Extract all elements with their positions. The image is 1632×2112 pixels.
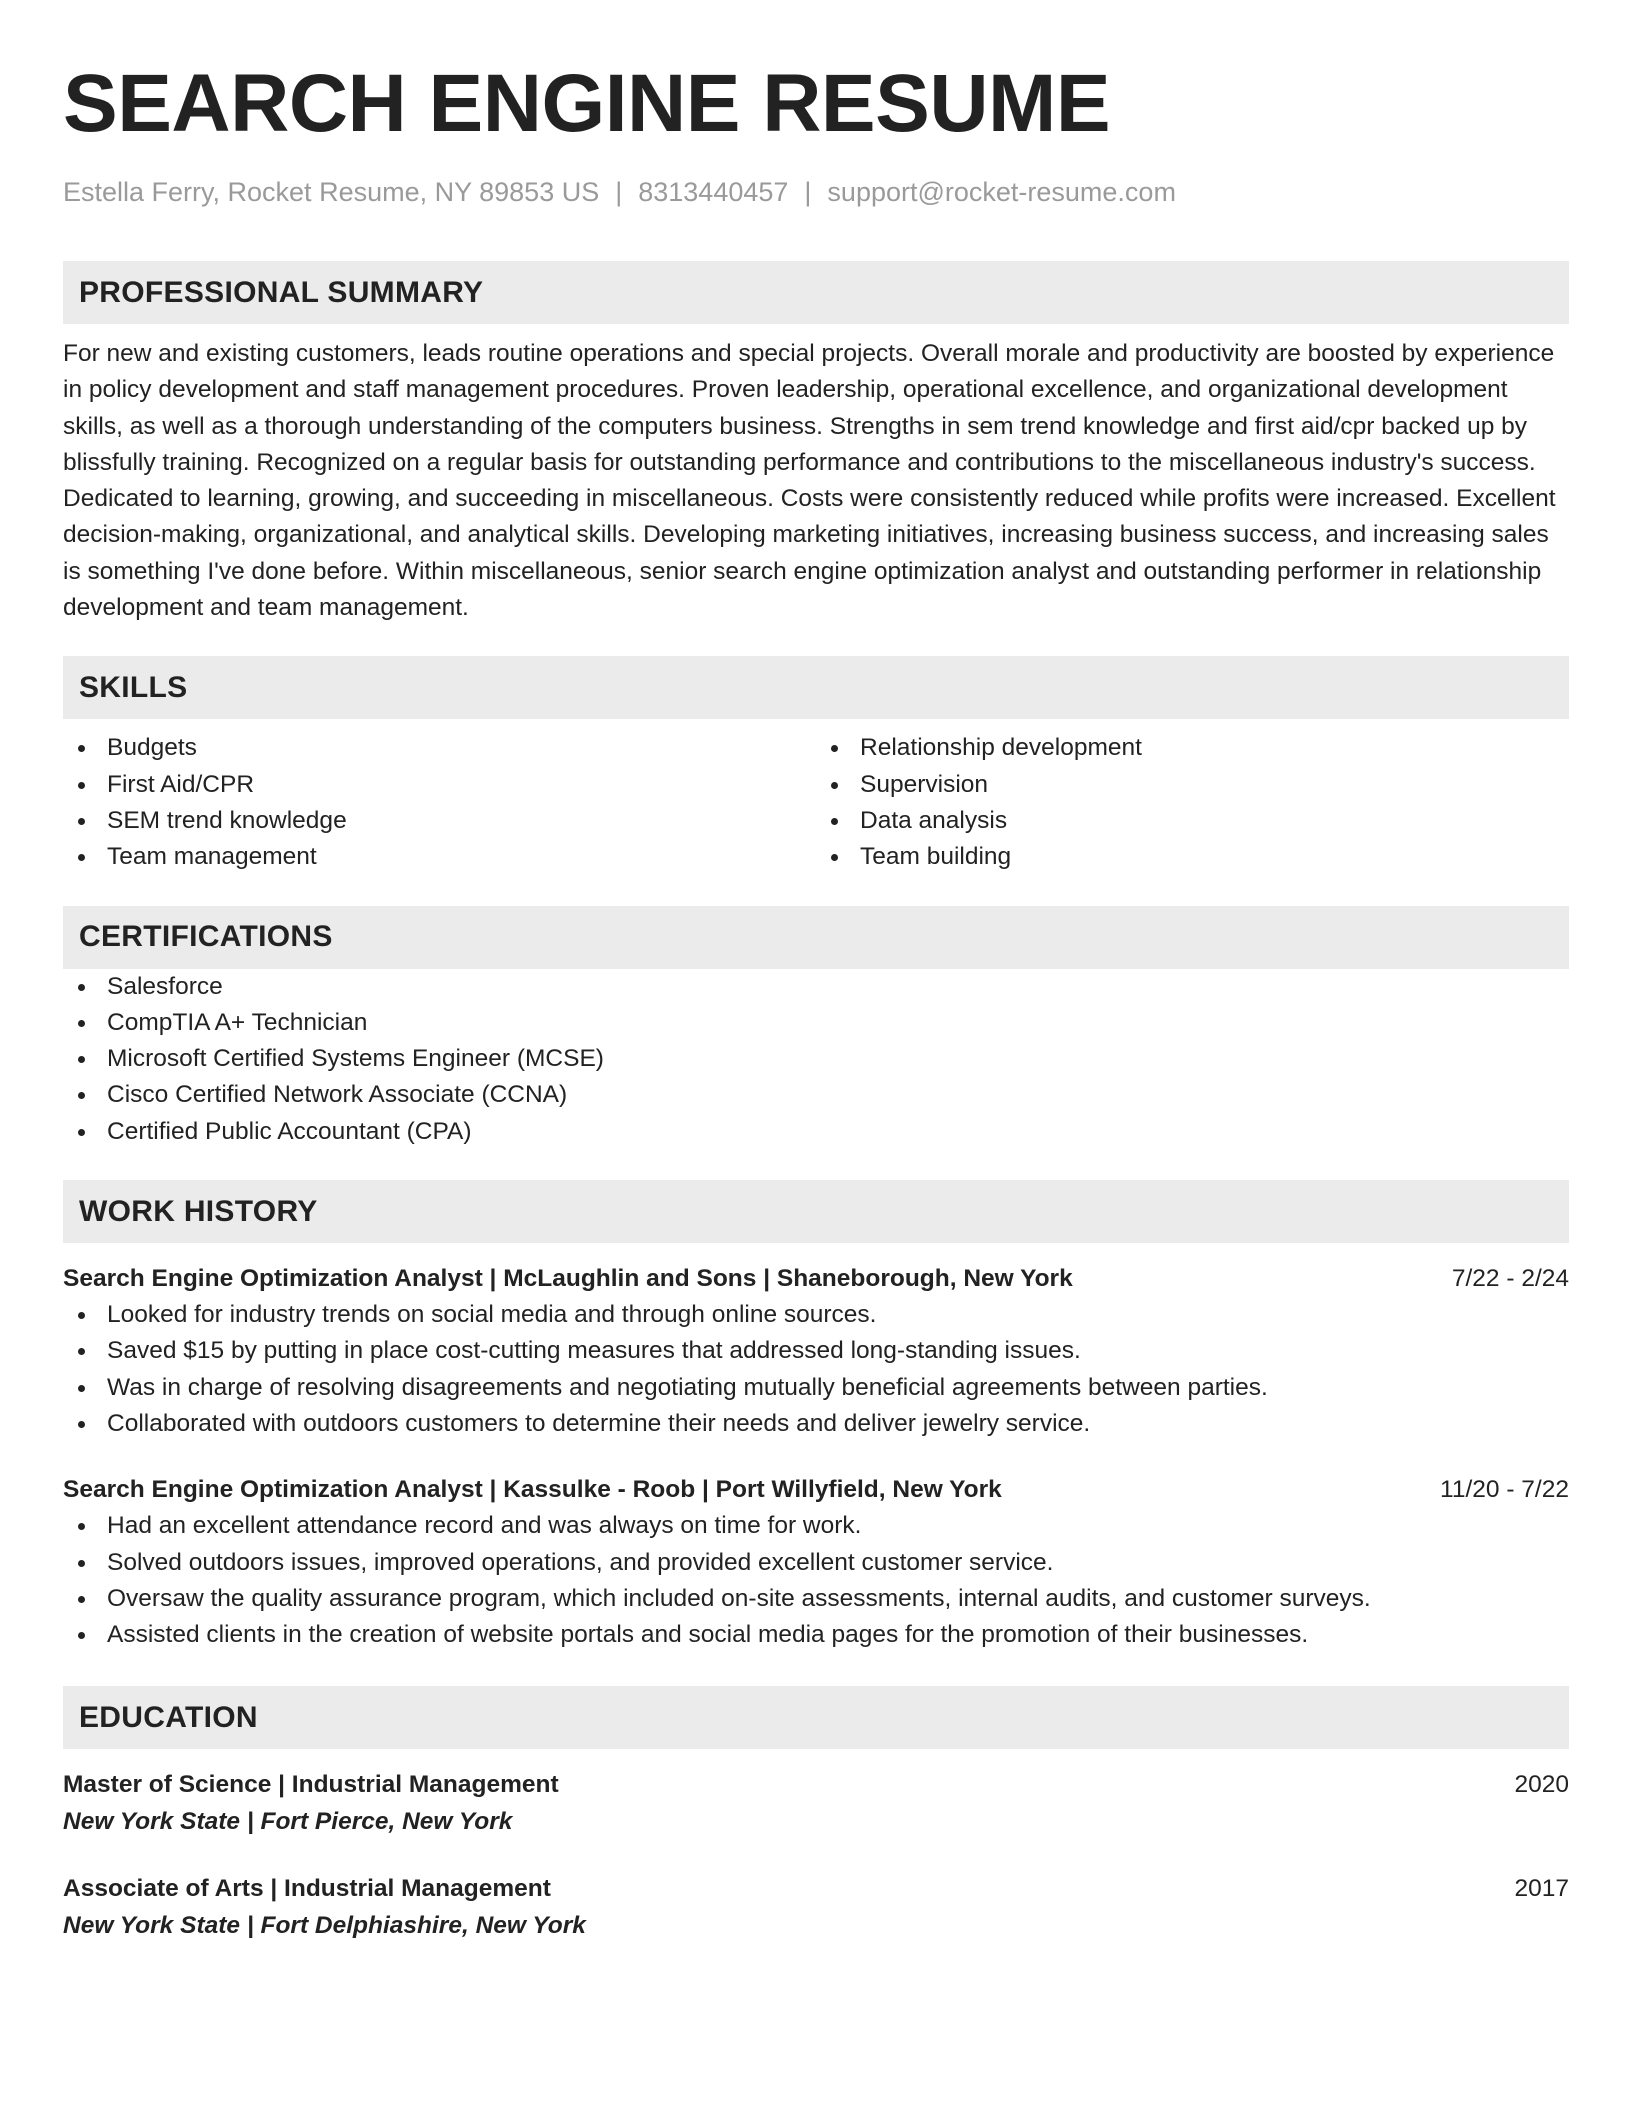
job-title: Search Engine Optimization Analyst | McLaughlin and Sons | Shaneborough, New York <box>63 1265 1073 1293</box>
section-header-work-history: WORK HISTORY <box>63 1180 1569 1243</box>
certification-item: Cisco Certified Network Associate (CCNA) <box>63 1077 1569 1113</box>
skill-item: Team building <box>816 839 1569 875</box>
skill-item: Supervision <box>816 767 1569 803</box>
job-bullet: Had an excellent attendance record and was always on time for work. <box>63 1508 1569 1544</box>
skills-column-left <box>63 730 816 875</box>
skills-grid <box>63 730 1569 875</box>
contact-separator: | <box>804 177 812 207</box>
skill-item: Data analysis <box>816 803 1569 839</box>
education-header <box>63 1871 1569 1907</box>
job-entry <box>63 1261 1569 1442</box>
job-dates: 11/20 - 7/22 <box>1440 1476 1569 1504</box>
skill-item: First Aid/CPR <box>63 767 816 803</box>
education-entry <box>63 1871 1569 1945</box>
education-year: 2020 <box>1514 1771 1569 1799</box>
section-header-certifications: CERTIFICATIONS <box>63 906 1569 969</box>
job-dates: 7/22 - 2/24 <box>1451 1265 1569 1293</box>
summary-text: For new and existing customers, leads routine operations and special projects. Overall morale and productivity are boosted by experience in policy development and staff management procedures. Proven leadership, operational excellence, and organizational development skills, as well as a thorough understanding of the computers business. Strengths in sem trend knowledge and first aid/cpr backed up by blissfully training. Recognized on a regular basis for outstanding performance and contributions to the miscellaneous industry's success. Dedicated to learning, growing, and succeeding in miscellaneous. Costs were consistently reduced while profits were increased. Excellent decision-making, organizational, and analytical skills. Developing marketing initiatives, increasing business success, and increasing sales is something I've done before. Within miscellaneous, senior search engine optimization analyst and outstanding performer in relationship development and team management. <box>63 340 1556 622</box>
education-school: New York State | Fort Delphiashire, New York <box>63 1912 586 1940</box>
skill-item: SEM trend knowledge <box>63 803 816 839</box>
job-bullet-list <box>63 1508 1569 1653</box>
skills-list-right <box>816 730 1569 875</box>
job-bullet: Saved $15 by putting in place cost-cutting measures that addressed long-standing issues. <box>63 1333 1569 1369</box>
job-entry <box>63 1472 1569 1653</box>
job-bullet: Collaborated with outdoors customers to determine their needs and deliver jewelry service. <box>63 1406 1569 1442</box>
certifications-list <box>63 969 1569 1150</box>
skills-list-left <box>63 730 816 875</box>
certification-item: CompTIA A+ Technician <box>63 1005 1569 1041</box>
job-bullet: Oversaw the quality assurance program, which included on-site assessments, internal audits, and customer surveys. <box>63 1581 1569 1617</box>
skill-item: Relationship development <box>816 730 1569 766</box>
resume-title: SEARCH ENGINE RESUME <box>63 58 1111 149</box>
job-bullet-list <box>63 1297 1569 1442</box>
education-header <box>63 1767 1569 1803</box>
skill-item: Team management <box>63 839 816 875</box>
education-year: 2017 <box>1514 1875 1569 1903</box>
contact-phone: 8313440457 <box>638 177 789 207</box>
skill-item: Budgets <box>63 730 816 766</box>
contact-email: support@rocket-resume.com <box>827 177 1176 207</box>
education-degree: Master of Science | Industrial Management <box>63 1771 559 1799</box>
job-header <box>63 1472 1569 1508</box>
job-bullet: Looked for industry trends on social media and through online sources. <box>63 1297 1569 1333</box>
certification-item: Certified Public Accountant (CPA) <box>63 1114 1569 1150</box>
job-bullet: Assisted clients in the creation of website portals and social media pages for the promotion of their businesses. <box>63 1617 1569 1653</box>
section-header-education: EDUCATION <box>63 1686 1569 1749</box>
contact-line <box>63 174 1569 210</box>
education-school: New York State | Fort Pierce, New York <box>63 1808 513 1836</box>
section-header-summary: PROFESSIONAL SUMMARY <box>63 261 1569 324</box>
job-bullet: Solved outdoors issues, improved operations, and provided excellent customer service. <box>63 1545 1569 1581</box>
job-header <box>63 1261 1569 1297</box>
education-entry <box>63 1767 1569 1841</box>
contact-address: Estella Ferry, Rocket Resume, NY 89853 US <box>63 177 600 207</box>
job-title: Search Engine Optimization Analyst | Kassulke - Roob | Port Willyfield, New York <box>63 1476 1002 1504</box>
contact-separator: | <box>615 177 623 207</box>
certification-item: Salesforce <box>63 969 1569 1005</box>
job-bullet: Was in charge of resolving disagreements and negotiating mutually beneficial agreements between parties. <box>63 1370 1569 1406</box>
education-degree: Associate of Arts | Industrial Management <box>63 1875 551 1903</box>
skills-column-right <box>816 730 1569 875</box>
certification-item: Microsoft Certified Systems Engineer (MCSE) <box>63 1041 1569 1077</box>
section-header-skills: SKILLS <box>63 656 1569 719</box>
